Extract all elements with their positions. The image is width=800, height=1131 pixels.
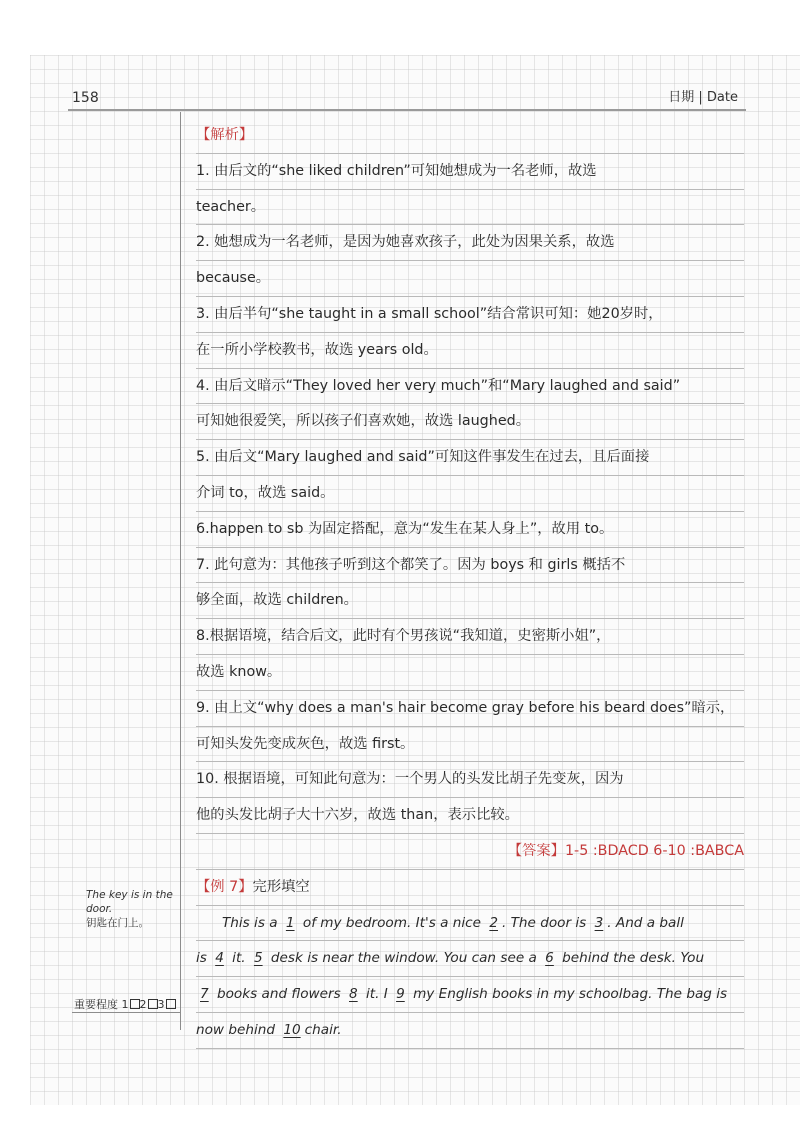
blank-10: 10 (283, 1021, 301, 1038)
answer-label: 【答案】 (507, 842, 565, 859)
blank-4: 4 (215, 950, 224, 967)
checkbox-2[interactable] (148, 999, 158, 1009)
importance-option-1: 1 (121, 998, 129, 1011)
passage-text: desk is near the window. You can see a (270, 950, 537, 967)
importance-option-2: 2 (139, 998, 147, 1011)
analysis-line: 9. 由上文“why does a man's hair become gray before his beard does”暗示， (196, 691, 744, 727)
passage-line-1 (196, 906, 744, 942)
analysis-line: 7. 此句意为：其他孩子听到这个都笑了。因为 boys 和 girls 概括不 (196, 548, 744, 584)
passage-text: . And a ball (607, 914, 684, 931)
passage-line-3 (196, 977, 744, 1013)
passage-text: chair. (304, 1021, 342, 1038)
analysis-line: 8.根据语境，结合后文，此时有个男孩说“我知道，史密斯小姐”， (196, 619, 744, 655)
analysis-line: 可知她很爱笑，所以孩子们喜欢她，故选 laughed。 (196, 404, 744, 440)
example-label: 【例 7】 (196, 878, 253, 895)
analysis-line: 可知头发先变成灰色，故选 first。 (196, 727, 744, 763)
analysis-line: 介词 to，故选 said。 (196, 476, 744, 512)
side-note (86, 888, 178, 930)
passage-text: now behind (196, 1021, 276, 1038)
passage-line-2 (196, 941, 744, 977)
analysis-line: 4. 由后文暗示“They loved her very much”和“Mary laughed and said” (196, 369, 744, 405)
blank-6: 6 (545, 950, 554, 967)
analysis-line: 故选 know。 (196, 655, 744, 691)
analysis-line: because。 (196, 261, 744, 297)
passage-text: behind the desk. You (562, 950, 705, 967)
passage-text: is (196, 950, 207, 967)
blank-1: 1 (285, 914, 295, 931)
page-number: 158 (72, 90, 99, 106)
passage-text: it. I (365, 986, 388, 1003)
margin-rule (180, 112, 181, 1030)
analysis-line: 2. 她想成为一名老师，是因为她喜欢孩子，此处为因果关系，故选 (196, 225, 744, 261)
analysis-line: 10. 根据语境，可知此句意为：一个男人的头发比胡子先变灰，因为 (196, 762, 744, 798)
importance-option-3: 3 (157, 998, 165, 1011)
blank-9: 9 (396, 986, 405, 1003)
analysis-line: 在一所小学校教书，故选 years old。 (196, 333, 744, 369)
passage-text: books and flowers (216, 986, 341, 1003)
checkbox-3[interactable] (166, 999, 176, 1009)
passage-text: This is a (221, 914, 278, 931)
analysis-line: 1. 由后文的“she liked children”可知她想成为一名老师，故选 (196, 154, 744, 190)
analysis-line: 6.happen to sb 为固定搭配，意为“发生在某人身上”，故用 to。 (196, 512, 744, 548)
analysis-line: 3. 由后半句“she taught in a small school”结合常识可知：她20岁时， (196, 297, 744, 333)
answer-line (196, 834, 744, 870)
passage-text: my English books in my schoolbag. The bag is (413, 986, 728, 1003)
blank-7: 7 (200, 986, 209, 1003)
analysis-line: 他的头发比胡子大十六岁，故选 than，表示比较。 (196, 798, 744, 834)
blank-2: 2 (489, 914, 498, 931)
analysis-line: 够全面，故选 children。 (196, 583, 744, 619)
example-title: 完形填空 (252, 878, 310, 895)
blank-5: 5 (253, 950, 263, 967)
analysis-line: 5. 由后文“Mary laughed and said”可知这件事发生在过去，且后面接 (196, 440, 744, 476)
header-rule (68, 109, 746, 111)
example-heading (196, 870, 744, 906)
blank-8: 8 (349, 986, 358, 1003)
side-rule (72, 1012, 180, 1013)
checkbox-1[interactable] (130, 999, 140, 1009)
importance-rating (74, 996, 176, 1012)
main-content (196, 118, 744, 1049)
analysis-title: 【解析】 (196, 118, 744, 154)
importance-label: 重要程度 (74, 998, 118, 1011)
side-note-en-line: The key is in the (86, 889, 173, 901)
passage-text: it. (232, 950, 246, 967)
date-label: 日期 | Date (668, 90, 738, 105)
analysis-line: teacher。 (196, 190, 744, 226)
answer-text: 1-5 :BDACD 6-10 :BABCA (564, 842, 744, 859)
side-note-zh: 钥匙在门上。 (86, 917, 149, 929)
side-note-en-line: door. (86, 903, 113, 915)
passage-text: of my bedroom. It's a nice (302, 914, 481, 931)
passage-text: . The door is (501, 914, 587, 931)
blank-3: 3 (594, 914, 604, 931)
passage-line-4 (196, 1013, 744, 1049)
